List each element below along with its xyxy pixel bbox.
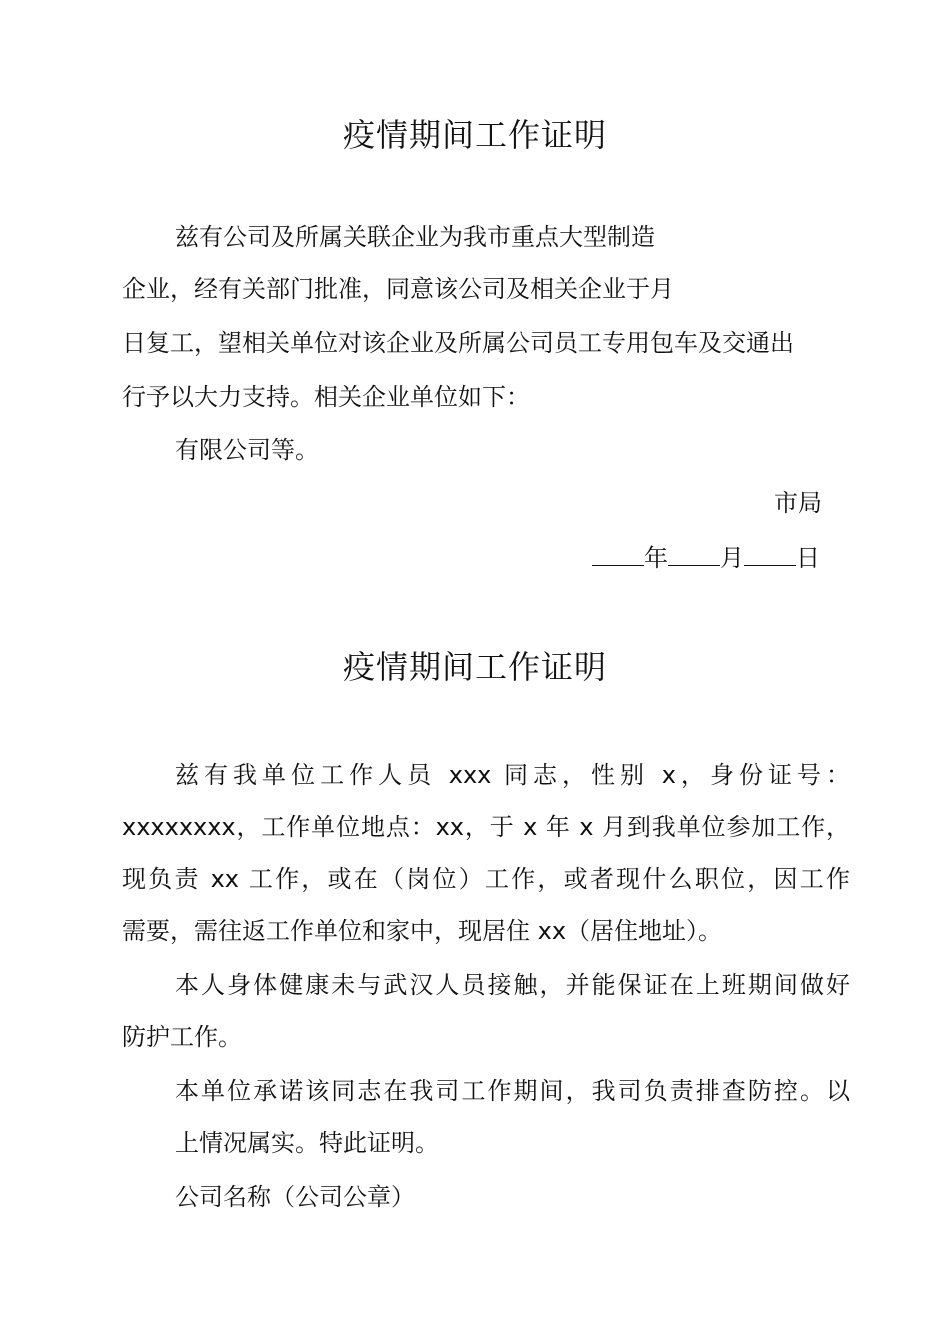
month-label: 月	[720, 544, 744, 572]
date-line	[592, 543, 820, 573]
company-seal-line: 公司名称（公司公章）	[175, 1183, 415, 1211]
paragraph-line: 兹有我单位工作人员 xxx 同志，性别 x，身份证号：	[175, 761, 850, 789]
issuer-name: 市局	[774, 489, 822, 517]
paragraph-line: xxxxxxxx，工作单位地点：xx，于 x 年 x 月到我单位参加工作，	[122, 813, 850, 841]
certificate-title-1: 疫情期间工作证明	[342, 116, 607, 154]
paragraph-line: 需要，需往返工作单位和家中，现居住 xx（居住地址）。	[122, 917, 723, 945]
paragraph-line: 上情况属实。特此证明。	[175, 1129, 439, 1157]
year-label: 年	[644, 544, 668, 572]
paragraph-line: 防护工作。	[122, 1023, 242, 1051]
paragraph-line: 日复工，望相关单位对该企业及所属公司员工专用包车及交通出	[122, 329, 794, 357]
day-label: 日	[796, 544, 820, 572]
certificate-title-2: 疫情期间工作证明	[342, 648, 607, 686]
month-blank	[668, 545, 720, 566]
paragraph-line: 行予以大力支持。相关企业单位如下：	[122, 383, 530, 411]
year-blank	[592, 545, 644, 566]
paragraph-line: 企业，经有关部门批准，同意该公司及相关企业于月	[122, 275, 674, 303]
day-blank	[744, 545, 796, 566]
paragraph-line: 现负责 xx 工作，或在（岗位）工作，或者现什么职位，因工作	[122, 865, 850, 893]
paragraph-line: 有限公司等。	[175, 436, 319, 464]
paragraph-line: 本单位承诺该同志在我司工作期间，我司负责排查防控。以	[175, 1077, 850, 1105]
paragraph-line: 本人身体健康未与武汉人员接触，并能保证在上班期间做好	[175, 971, 850, 999]
paragraph-line: 兹有公司及所属关联企业为我市重点大型制造	[175, 223, 655, 251]
